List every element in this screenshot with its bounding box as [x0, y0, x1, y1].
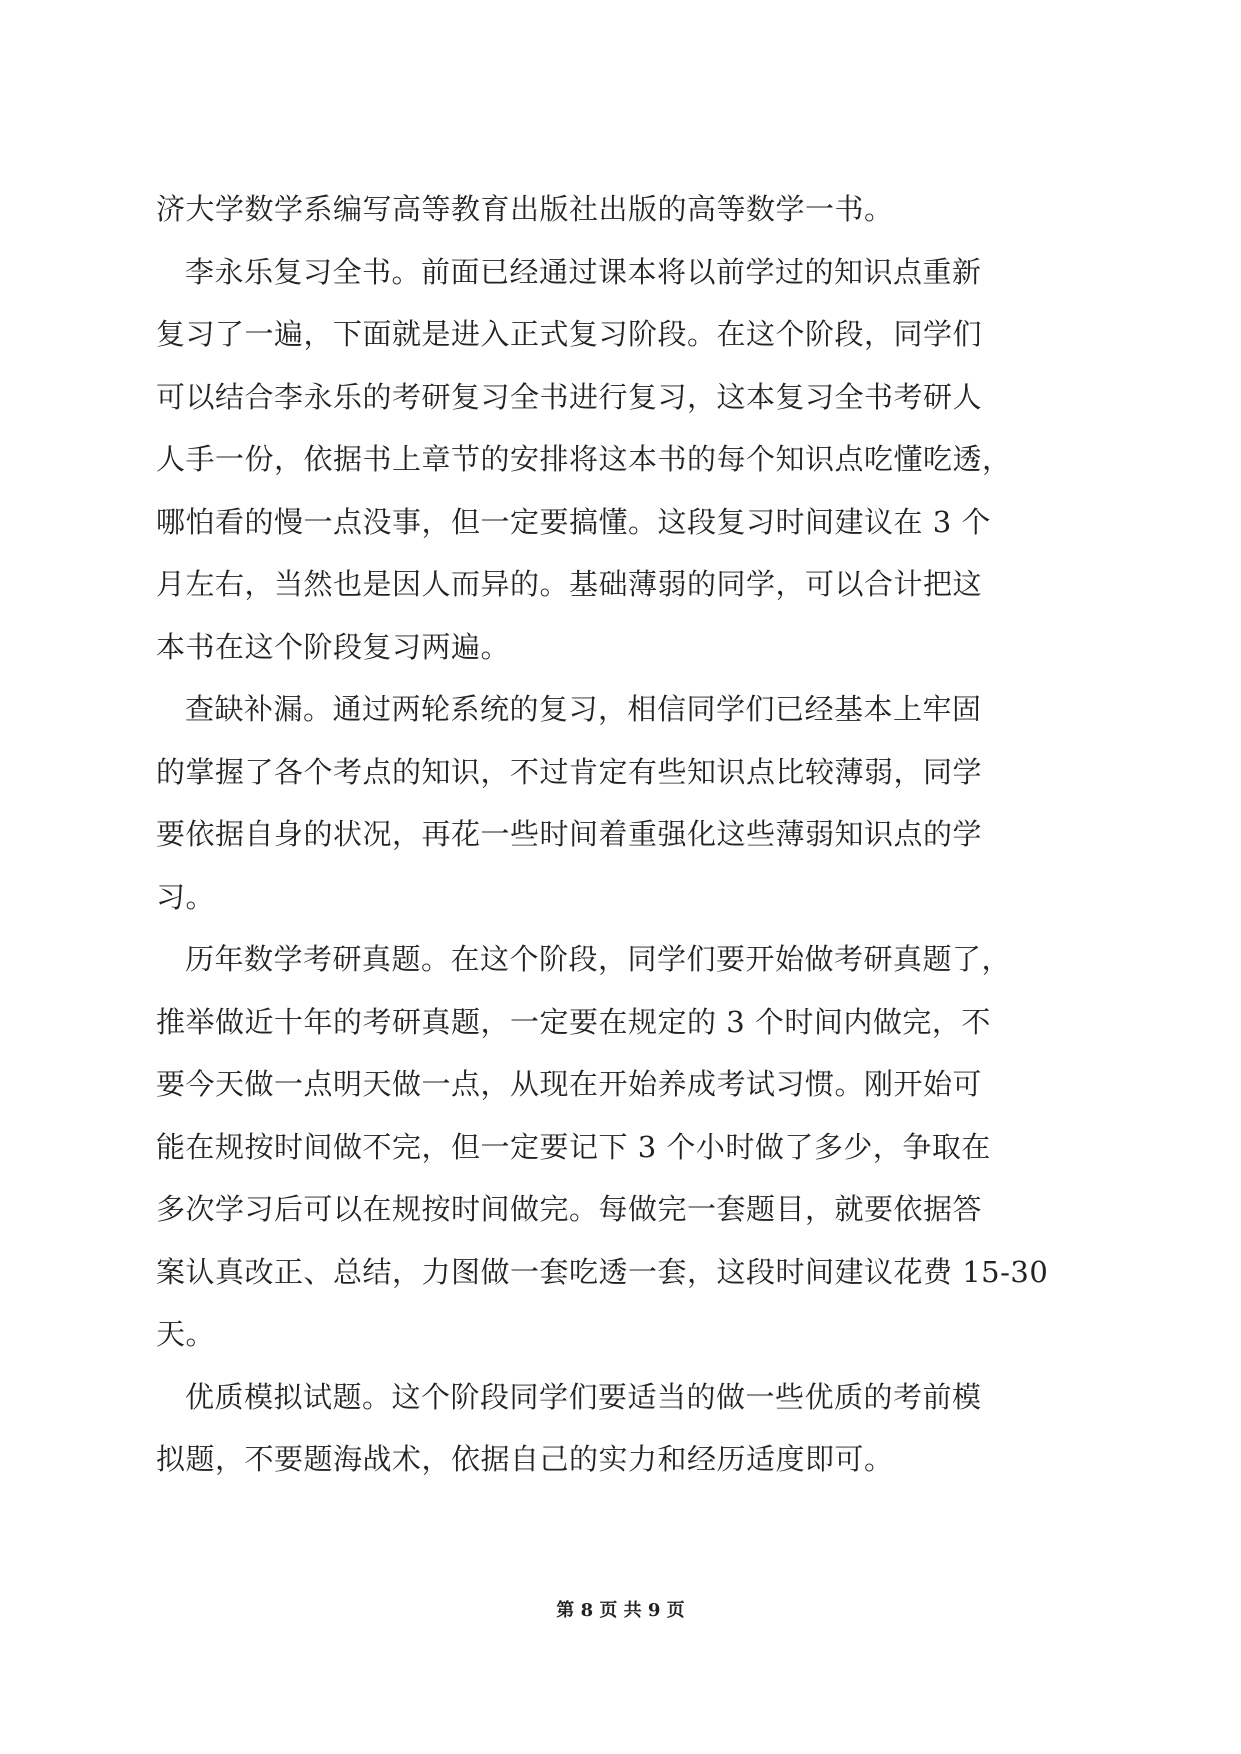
body-text: [156, 178, 1116, 1491]
text-line: 要今天做一点明天做一点，从现在开始养成考试习惯。刚开始可: [156, 1067, 983, 1101]
text-line: 多次学习后可以在规按时间做完。每做完一套题目，就要依据答: [156, 1192, 983, 1226]
text-line: 习。: [156, 879, 216, 914]
paragraph-start-line: 历年数学考研真题。在这个阶段，同学们要开始做考研真题了，: [185, 942, 1012, 976]
text-line: 本书在这个阶段复习两遍。: [156, 629, 511, 664]
paragraph-start-line: 李永乐复习全书。前面已经通过课本将以前学过的知识点重新: [185, 254, 982, 289]
text-line: 要依据自身的状况，再花一些时间着重强化这些薄弱知识点的学: [156, 817, 983, 851]
text-line: 人手一份，依据书上章节的安排将这本书的每个知识点吃懂吃透，: [156, 442, 1012, 476]
text-line: 济大学数学系编写高等教育出版社出版的高等数学一书。: [156, 192, 894, 226]
paragraph-start-line: 查缺补漏。通过两轮系统的复习，相信同学们已经基本上牢固: [185, 692, 982, 726]
text-line: 的掌握了各个考点的知识，不过肯定有些知识点比较薄弱，同学: [156, 754, 983, 789]
text-line: 月左右，当然也是因人而异的。基础薄弱的同学，可以合计把这: [156, 567, 983, 601]
text-line: 可以结合李永乐的考研复习全书进行复习，这本复习全书考研人: [156, 379, 983, 414]
text-line: 推举做近十年的考研真题，一定要在规定的 3 个时间内做完，不: [156, 1004, 991, 1039]
text-line: 哪怕看的慢一点没事，但一定要搞懂。这段复习时间建议在 3 个: [156, 504, 991, 539]
text-line: 复习了一遍，下面就是进入正式复习阶段。在这个阶段，同学们: [156, 317, 983, 351]
text-line: 能在规按时间做不完，但一定要记下 3 个小时做了多少，争取在: [156, 1129, 991, 1164]
page-number-footer: 第 8 页 共 9 页: [556, 1600, 685, 1621]
text-line: 案认真改正、总结，力图做一套吃透一套，这段时间建议花费 15-30: [156, 1254, 1049, 1289]
text-line: 天。: [156, 1317, 216, 1351]
text-line: 拟题，不要题海战术，依据自己的实力和经历适度即可。: [156, 1442, 894, 1476]
paragraph-start-line: 优质模拟试题。这个阶段同学们要适当的做一些优质的考前模: [185, 1379, 982, 1414]
